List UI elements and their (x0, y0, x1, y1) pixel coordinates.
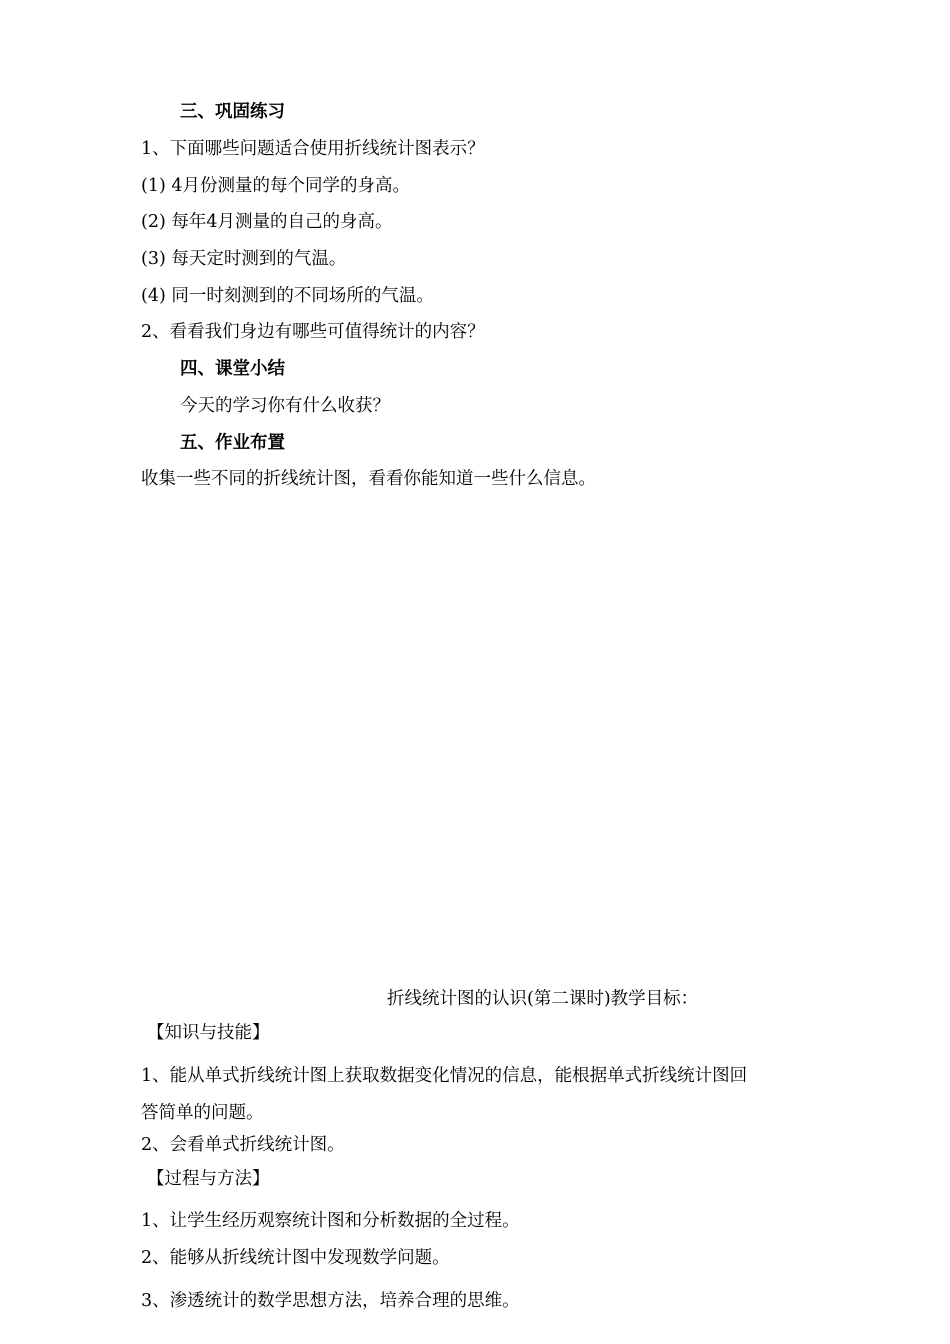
question-1-option-2: (2) 每年4月测量的自己的身高。 (141, 212, 393, 232)
question-1-option-4: (4) 同一时刻测到的不同场所的气温。 (141, 286, 434, 306)
homework-text: 收集一些不同的折线统计图，看看你能知道一些什么信息。 (141, 469, 596, 489)
lesson-title: 折线统计图的认识(第二课时)教学目标： (387, 989, 699, 1009)
heading-practice: 三、巩固练习 (180, 102, 285, 122)
process-item-1: 1、让学生经历观察统计图和分析数据的全过程。 (141, 1211, 520, 1231)
heading-summary: 四、课堂小结 (180, 359, 285, 379)
heading-homework: 五、作业布置 (180, 433, 285, 453)
process-heading: 【过程与方法】 (147, 1169, 270, 1189)
knowledge-heading: 【知识与技能】 (147, 1023, 270, 1043)
question-1-option-1: (1) 4月份测量的每个同学的身高。 (141, 176, 410, 196)
question-1: 1、下面哪些问题适合使用折线统计图表示？ (141, 139, 485, 159)
knowledge-item-1-cont: 答简单的问题。 (141, 1103, 264, 1123)
question-1-option-3: (3) 每天定时测到的气温。 (141, 249, 347, 269)
knowledge-item-1: 1、能从单式折线统计图上获取数据变化情况的信息，能根据单式折线统计图回 (141, 1066, 748, 1086)
process-item-3: 3、渗透统计的数学思想方法，培养合理的思维。 (141, 1291, 520, 1311)
question-2: 2、看看我们身边有哪些可值得统计的内容？ (141, 322, 485, 342)
process-item-2: 2、能够从折线统计图中发现数学问题。 (141, 1248, 450, 1268)
knowledge-item-2: 2、会看单式折线统计图。 (141, 1135, 345, 1155)
summary-text: 今天的学习你有什么收获？ (180, 396, 390, 416)
